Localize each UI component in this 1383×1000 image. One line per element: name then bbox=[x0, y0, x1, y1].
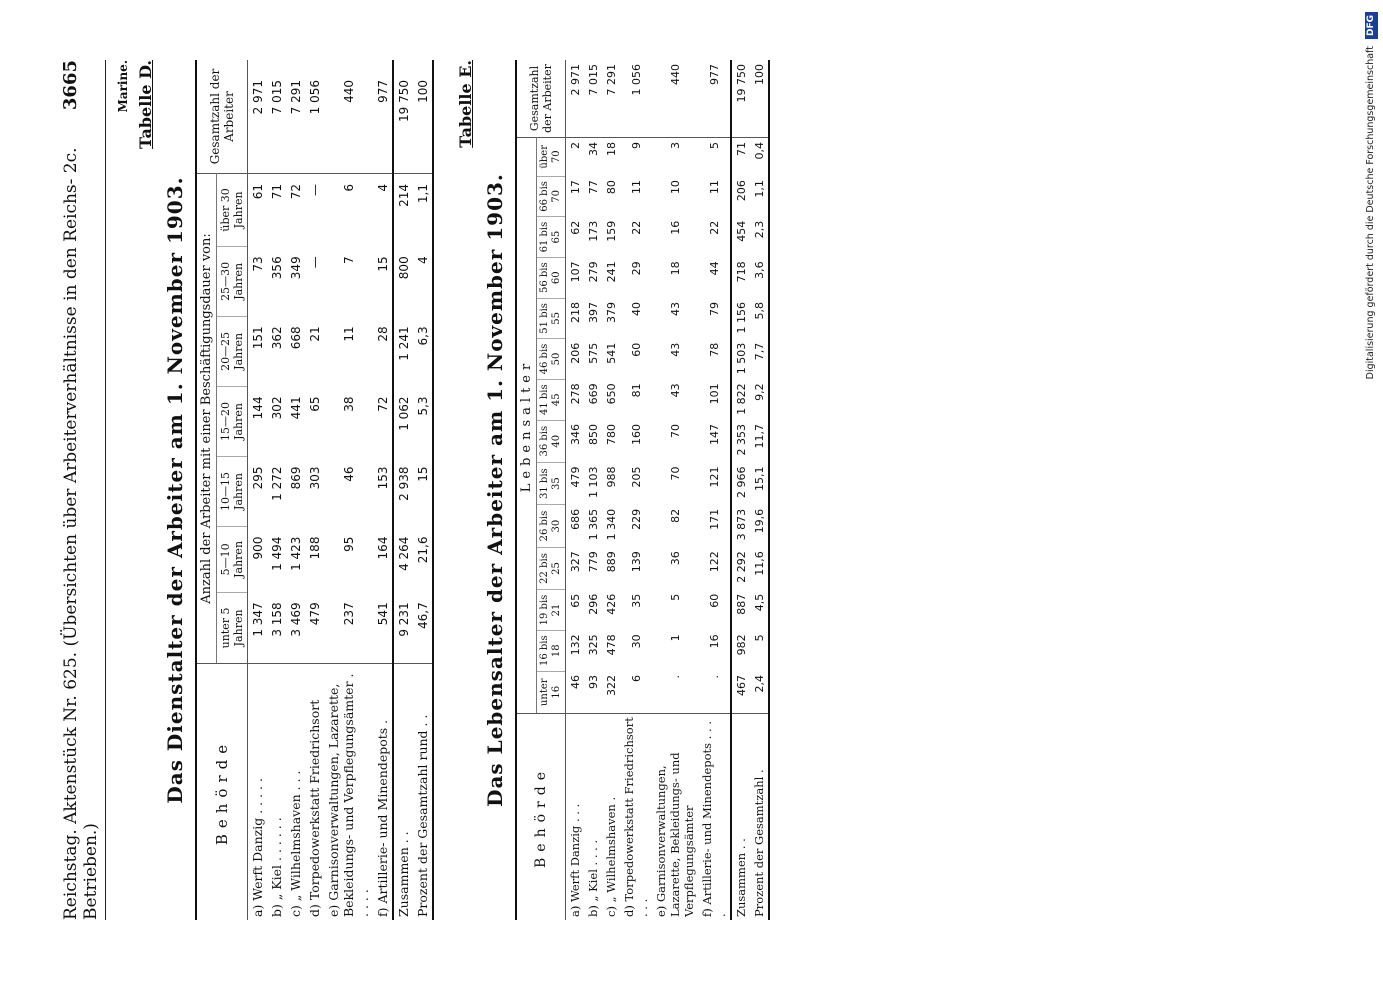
page-number: 3665 bbox=[60, 60, 81, 111]
table-cell: 0,4 bbox=[752, 142, 766, 160]
table-cell: 60 bbox=[707, 593, 721, 608]
table-cell: 38 bbox=[341, 396, 356, 412]
table-cell: 7 bbox=[341, 256, 356, 264]
row-label: d) Torpedowerkstatt Friedrichsort bbox=[305, 664, 324, 921]
table-cell: 43 bbox=[668, 383, 682, 398]
table-cell: 780 bbox=[604, 424, 618, 446]
table-cell: 28 bbox=[375, 326, 390, 342]
row-label: Prozent der Gesamtzahl . bbox=[750, 714, 769, 921]
table-cell: 467 bbox=[731, 671, 750, 713]
dfg-logo: DFG bbox=[1365, 12, 1378, 39]
table-e-col-header: 16 bis 18 bbox=[537, 630, 566, 671]
table-cell: 1,1 bbox=[752, 180, 766, 198]
table-cell: 11,7 bbox=[752, 424, 766, 449]
table-cell: 279 bbox=[586, 261, 600, 283]
table-cell: 5 bbox=[707, 142, 721, 149]
table-cell: 70 bbox=[668, 424, 682, 439]
table-d-col-header: unter 5 Jahren bbox=[217, 592, 248, 663]
table-cell: 78 bbox=[707, 342, 721, 357]
table-cell: 46,7 bbox=[415, 602, 430, 630]
table-cell: 72 bbox=[375, 396, 390, 412]
table-cell: 6,3 bbox=[415, 326, 430, 346]
table-cell: 147 bbox=[707, 424, 721, 446]
table-cell: 900 bbox=[250, 536, 265, 560]
table-cell: . bbox=[707, 675, 721, 679]
table-cell: 4 bbox=[375, 184, 390, 192]
table-e bbox=[515, 60, 770, 920]
table-cell: 107 bbox=[568, 261, 582, 283]
table-cell: 1 062 bbox=[393, 386, 413, 456]
row-total: 1 056 bbox=[305, 60, 324, 174]
table-cell: 356 bbox=[269, 256, 284, 280]
table-cell: 79 bbox=[707, 302, 721, 317]
row-total: 977 bbox=[373, 60, 393, 174]
table-cell: 95 bbox=[341, 536, 356, 552]
row-label: b) „ Kiel . . . . . . bbox=[267, 664, 286, 921]
table-d bbox=[195, 60, 434, 920]
row-label: Zusammen . . bbox=[393, 664, 413, 921]
table-cell: 173 bbox=[586, 220, 600, 242]
table-cell: 686 bbox=[568, 508, 582, 530]
table-e-col-header: 26 bis 30 bbox=[537, 505, 566, 547]
table-cell: 11 bbox=[707, 180, 721, 195]
table-e-total-header: Gesamtzahl der Arbeiter bbox=[516, 60, 566, 138]
table-cell: 397 bbox=[586, 302, 600, 324]
table-cell: 77 bbox=[586, 180, 600, 195]
table-cell: 43 bbox=[668, 342, 682, 357]
table-cell: 9 231 bbox=[393, 592, 413, 663]
table-cell: 159 bbox=[604, 220, 618, 242]
table-cell: 22 bbox=[629, 220, 643, 235]
table-cell: 3 469 bbox=[288, 602, 303, 637]
table-cell: 1 503 bbox=[731, 339, 750, 380]
table-cell: 3 873 bbox=[731, 505, 750, 547]
table-cell: 206 bbox=[568, 342, 582, 364]
table-cell: 93 bbox=[586, 675, 600, 690]
table-cell: 302 bbox=[269, 396, 284, 420]
table-e-behoerde-header: Behörde bbox=[516, 714, 566, 921]
table-cell: 575 bbox=[586, 342, 600, 364]
table-cell: 205 bbox=[629, 466, 643, 488]
table-cell: 4,5 bbox=[752, 593, 766, 612]
table-cell: 650 bbox=[604, 383, 618, 405]
table-e-col-header: unter 16 bbox=[537, 671, 566, 713]
table-cell: 349 bbox=[288, 256, 303, 280]
row-label: c) „ Wilhelmshaven . . . bbox=[286, 664, 305, 921]
row-label: f) Artillerie- und Minendepots . bbox=[373, 664, 393, 921]
table-d-caption: Das Dienstalter der Arbeiter am 1. November 1903. bbox=[163, 176, 187, 804]
table-cell: 132 bbox=[568, 634, 582, 656]
table-cell: 171 bbox=[707, 508, 721, 530]
table-cell: 3,6 bbox=[752, 261, 766, 279]
table-cell: 60 bbox=[629, 342, 643, 357]
row-total: 440 bbox=[324, 60, 373, 174]
table-cell: . bbox=[668, 675, 682, 679]
table-cell: 2 bbox=[568, 142, 582, 149]
table-cell: 16 bbox=[707, 634, 721, 649]
table-cell: 1 340 bbox=[604, 508, 618, 541]
row-total: 19 750 bbox=[393, 60, 413, 174]
table-cell: 80 bbox=[604, 180, 618, 195]
table-cell: 10 bbox=[668, 180, 682, 195]
table-row bbox=[620, 60, 652, 920]
row-label: a) Werft Danzig . . . . . bbox=[248, 664, 268, 921]
table-cell: 11,6 bbox=[752, 551, 766, 576]
table-row bbox=[286, 60, 305, 920]
table-cell: 237 bbox=[341, 602, 356, 626]
row-total: 7 015 bbox=[584, 60, 602, 138]
table-cell: 46 bbox=[341, 466, 356, 482]
table-cell: 18 bbox=[668, 261, 682, 276]
table-cell: 17 bbox=[568, 180, 582, 195]
table-cell: 21,6 bbox=[415, 536, 430, 564]
table-cell: 1 822 bbox=[731, 379, 750, 420]
table-e-label: Tabelle E. bbox=[456, 60, 475, 148]
row-label: e) Garnisonverwaltungen, Lazarette, Bekleidungs- und Verpflegungsämter . . . . . bbox=[324, 664, 373, 921]
row-total: 100 bbox=[750, 60, 769, 138]
table-d-col-header: 5—10 Jahren bbox=[217, 527, 248, 593]
table-row bbox=[584, 60, 602, 920]
table-cell: 29 bbox=[629, 261, 643, 276]
table-cell: 72 bbox=[288, 184, 303, 200]
row-total: 440 bbox=[652, 60, 698, 138]
table-cell: 441 bbox=[288, 396, 303, 420]
table-cell: 15,1 bbox=[752, 466, 766, 491]
table-cell: 346 bbox=[568, 424, 582, 446]
table-cell: 6 bbox=[629, 675, 643, 683]
table-cell: 668 bbox=[288, 326, 303, 350]
row-total: 7 291 bbox=[286, 60, 305, 174]
table-e-col-header: 61 bis 65 bbox=[537, 217, 566, 258]
table-cell: — bbox=[307, 184, 322, 196]
table-row bbox=[393, 60, 413, 920]
table-cell: 3 158 bbox=[269, 602, 284, 637]
table-d-label: Tabelle D. bbox=[136, 60, 155, 149]
row-label: Zusammen . . bbox=[731, 714, 750, 921]
table-cell: 206 bbox=[731, 176, 750, 217]
table-d-group-header: Anzahl der Arbeiter mit einer Beschäftigungsdauer von: bbox=[196, 174, 217, 664]
row-label: Prozent der Gesamtzahl rund . . bbox=[413, 664, 433, 921]
row-total: 7 015 bbox=[267, 60, 286, 174]
table-cell: 164 bbox=[375, 536, 390, 560]
table-cell: 5 bbox=[752, 634, 766, 642]
table-row bbox=[750, 60, 769, 920]
table-cell: 2,3 bbox=[752, 220, 766, 239]
table-cell: 1 272 bbox=[269, 466, 284, 501]
table-cell: 988 bbox=[604, 466, 618, 488]
table-cell: 426 bbox=[604, 593, 618, 615]
table-d-col-header: 10—15 Jahren bbox=[217, 456, 248, 526]
table-cell: 36 bbox=[668, 551, 682, 566]
table-cell: 188 bbox=[307, 536, 322, 560]
table-cell: 65 bbox=[307, 396, 322, 412]
table-d-col-header: 25—30 Jahren bbox=[217, 246, 248, 316]
table-cell: 73 bbox=[250, 256, 265, 272]
table-cell: 779 bbox=[586, 551, 600, 573]
row-label: a) Werft Danzig . . . bbox=[566, 714, 585, 921]
table-cell: 295 bbox=[250, 466, 265, 490]
table-row bbox=[602, 60, 620, 920]
table-cell: 6 bbox=[341, 184, 356, 192]
table-row bbox=[652, 60, 698, 920]
table-e-col-header: 46 bis 50 bbox=[537, 339, 566, 380]
table-cell: 454 bbox=[731, 217, 750, 258]
row-total: 2 971 bbox=[248, 60, 268, 174]
table-cell: 122 bbox=[707, 551, 721, 573]
row-total: 100 bbox=[413, 60, 433, 174]
table-cell: 296 bbox=[586, 593, 600, 615]
table-cell: 160 bbox=[629, 424, 643, 446]
table-cell: 2 938 bbox=[393, 456, 413, 526]
table-cell: 2 966 bbox=[731, 462, 750, 504]
table-cell: 121 bbox=[707, 466, 721, 488]
table-cell: 982 bbox=[731, 630, 750, 671]
table-cell: 303 bbox=[307, 466, 322, 490]
table-cell: 153 bbox=[375, 466, 390, 490]
table-cell: 1 103 bbox=[586, 466, 600, 498]
row-label: d) Torpedowerkstatt Friedrichsort . . . bbox=[620, 714, 652, 921]
table-cell: 82 bbox=[668, 508, 682, 523]
table-cell: 62 bbox=[568, 220, 582, 235]
running-head-title: Reichstag. Aktenstück Nr. 625. (Übersichten über Arbeiterverhältnisse in den Reichs- 2c. Betrieben.) bbox=[61, 147, 101, 920]
table-cell: 61 bbox=[250, 184, 265, 200]
table-cell: 1 347 bbox=[250, 602, 265, 637]
table-cell: 214 bbox=[393, 174, 413, 247]
row-label: f) Artillerie- und Minendepots . . . . bbox=[698, 714, 731, 921]
table-cell: 139 bbox=[629, 551, 643, 573]
table-cell: 887 bbox=[731, 590, 750, 631]
table-cell: 478 bbox=[604, 634, 618, 656]
section-label: Marine. bbox=[116, 60, 130, 113]
table-cell: 9 bbox=[629, 142, 643, 149]
table-cell: 144 bbox=[250, 396, 265, 420]
table-row bbox=[698, 60, 731, 920]
table-d-col-header: 20—25 Jahren bbox=[217, 316, 248, 386]
row-total: 977 bbox=[698, 60, 731, 138]
row-label: c) „ Wilhelmshaven . bbox=[602, 714, 620, 921]
table-cell: 5 bbox=[668, 593, 682, 601]
table-cell: 15 bbox=[415, 466, 430, 482]
dfg-credit bbox=[1362, 8, 1380, 998]
table-cell: 1 156 bbox=[731, 298, 750, 339]
table-row bbox=[373, 60, 393, 920]
table-e-col-header: 31 bis 35 bbox=[537, 462, 566, 504]
table-cell: 101 bbox=[707, 383, 721, 405]
running-head bbox=[60, 60, 106, 920]
table-e-col-header: 56 bis 60 bbox=[537, 257, 566, 298]
table-d-total-header: Gesamtzahl der Arbeiter bbox=[196, 60, 248, 174]
table-cell: 21 bbox=[307, 326, 322, 342]
table-cell: 322 bbox=[604, 675, 618, 697]
table-cell: 1 494 bbox=[269, 536, 284, 571]
table-cell: 241 bbox=[604, 261, 618, 283]
table-cell: 3 bbox=[668, 142, 682, 149]
table-cell: 18 bbox=[604, 142, 618, 156]
table-cell: 278 bbox=[568, 383, 582, 405]
table-e-col-header: 22 bis 25 bbox=[537, 547, 566, 589]
table-cell: 7,7 bbox=[752, 342, 766, 361]
table-cell: 43 bbox=[668, 302, 682, 317]
table-cell: 2 292 bbox=[731, 547, 750, 589]
table-cell: 44 bbox=[707, 261, 721, 276]
table-row bbox=[267, 60, 286, 920]
table-cell: 1 365 bbox=[586, 508, 600, 541]
table-cell: 800 bbox=[393, 246, 413, 316]
table-row bbox=[324, 60, 373, 920]
table-cell: 1 bbox=[668, 634, 682, 642]
table-cell: 71 bbox=[269, 184, 284, 200]
table-cell: 718 bbox=[731, 257, 750, 298]
table-cell: 34 bbox=[586, 142, 600, 156]
row-total: 19 750 bbox=[731, 60, 750, 138]
row-total: 7 291 bbox=[602, 60, 620, 138]
table-e-col-header: 19 bis 21 bbox=[537, 590, 566, 631]
dfg-credit-text: Digitalisierung gefördert durch die Deutsche Forschungsgemeinschaft bbox=[1365, 46, 1376, 380]
table-e-group-header: Lebensalter bbox=[516, 138, 537, 714]
table-cell: 9,2 bbox=[752, 383, 766, 401]
table-cell: 229 bbox=[629, 508, 643, 530]
table-cell: 22 bbox=[707, 220, 721, 235]
row-total: 2 971 bbox=[566, 60, 585, 138]
table-cell: 5,3 bbox=[415, 396, 430, 416]
table-cell: 70 bbox=[668, 466, 682, 481]
table-cell: 325 bbox=[586, 634, 600, 656]
table-row bbox=[248, 60, 268, 920]
table-cell: 869 bbox=[288, 466, 303, 490]
table-cell: 15 bbox=[375, 256, 390, 272]
table-e-col-header: 41 bis 45 bbox=[537, 379, 566, 420]
table-cell: 151 bbox=[250, 326, 265, 350]
table-cell: 40 bbox=[629, 302, 643, 317]
table-d-col-header: 15—20 Jahren bbox=[217, 386, 248, 456]
table-cell: 479 bbox=[568, 466, 582, 488]
table-cell: 218 bbox=[568, 302, 582, 324]
table-cell: 65 bbox=[568, 593, 582, 608]
table-cell: 46 bbox=[568, 675, 582, 690]
table-cell: 16 bbox=[668, 220, 682, 235]
table-cell: 11 bbox=[341, 326, 356, 342]
table-cell: 889 bbox=[604, 551, 618, 573]
table-cell: — bbox=[307, 256, 322, 269]
table-row bbox=[731, 60, 750, 920]
table-cell: 81 bbox=[629, 383, 643, 398]
table-cell: 35 bbox=[629, 593, 643, 608]
table-row bbox=[305, 60, 324, 920]
table-d-col-header: über 30 Jahren bbox=[217, 174, 248, 247]
table-cell: 11 bbox=[629, 180, 643, 195]
table-cell: 19,6 bbox=[752, 508, 766, 534]
table-e-caption: Das Lebensalter der Arbeiter am 1. November 1903. bbox=[483, 173, 507, 807]
table-cell: 1,1 bbox=[415, 184, 430, 204]
table-cell: 4 bbox=[415, 256, 430, 264]
table-cell: 30 bbox=[629, 634, 643, 649]
table-cell: 669 bbox=[586, 383, 600, 405]
table-e-col-header: über 70 bbox=[537, 138, 566, 177]
table-row bbox=[413, 60, 433, 920]
table-cell: 1 423 bbox=[288, 536, 303, 571]
table-cell: 379 bbox=[604, 302, 618, 324]
table-cell: 1 241 bbox=[393, 316, 413, 386]
table-d-behoerde-header: Behörde bbox=[196, 664, 248, 921]
row-label: e) Garnisonverwaltungen, Lazarette, Bekleidungs- und Verpflegungsämter bbox=[652, 714, 698, 921]
table-cell: 479 bbox=[307, 602, 322, 626]
table-e-col-header: 66 bis 70 bbox=[537, 176, 566, 217]
table-row bbox=[566, 60, 585, 920]
table-cell: 2 353 bbox=[731, 420, 750, 462]
table-cell: 850 bbox=[586, 424, 600, 446]
row-total: 1 056 bbox=[620, 60, 652, 138]
table-cell: 541 bbox=[604, 342, 618, 364]
row-label: b) „ Kiel . . . . bbox=[584, 714, 602, 921]
table-cell: 541 bbox=[375, 602, 390, 626]
table-cell: 71 bbox=[731, 138, 750, 177]
table-e-col-header: 51 bis 55 bbox=[537, 298, 566, 339]
table-cell: 327 bbox=[568, 551, 582, 573]
table-cell: 4 264 bbox=[393, 527, 413, 593]
table-cell: 5,8 bbox=[752, 302, 766, 320]
table-e-col-header: 36 bis 40 bbox=[537, 420, 566, 462]
table-cell: 362 bbox=[269, 326, 284, 350]
table-cell: 2,4 bbox=[752, 675, 766, 693]
